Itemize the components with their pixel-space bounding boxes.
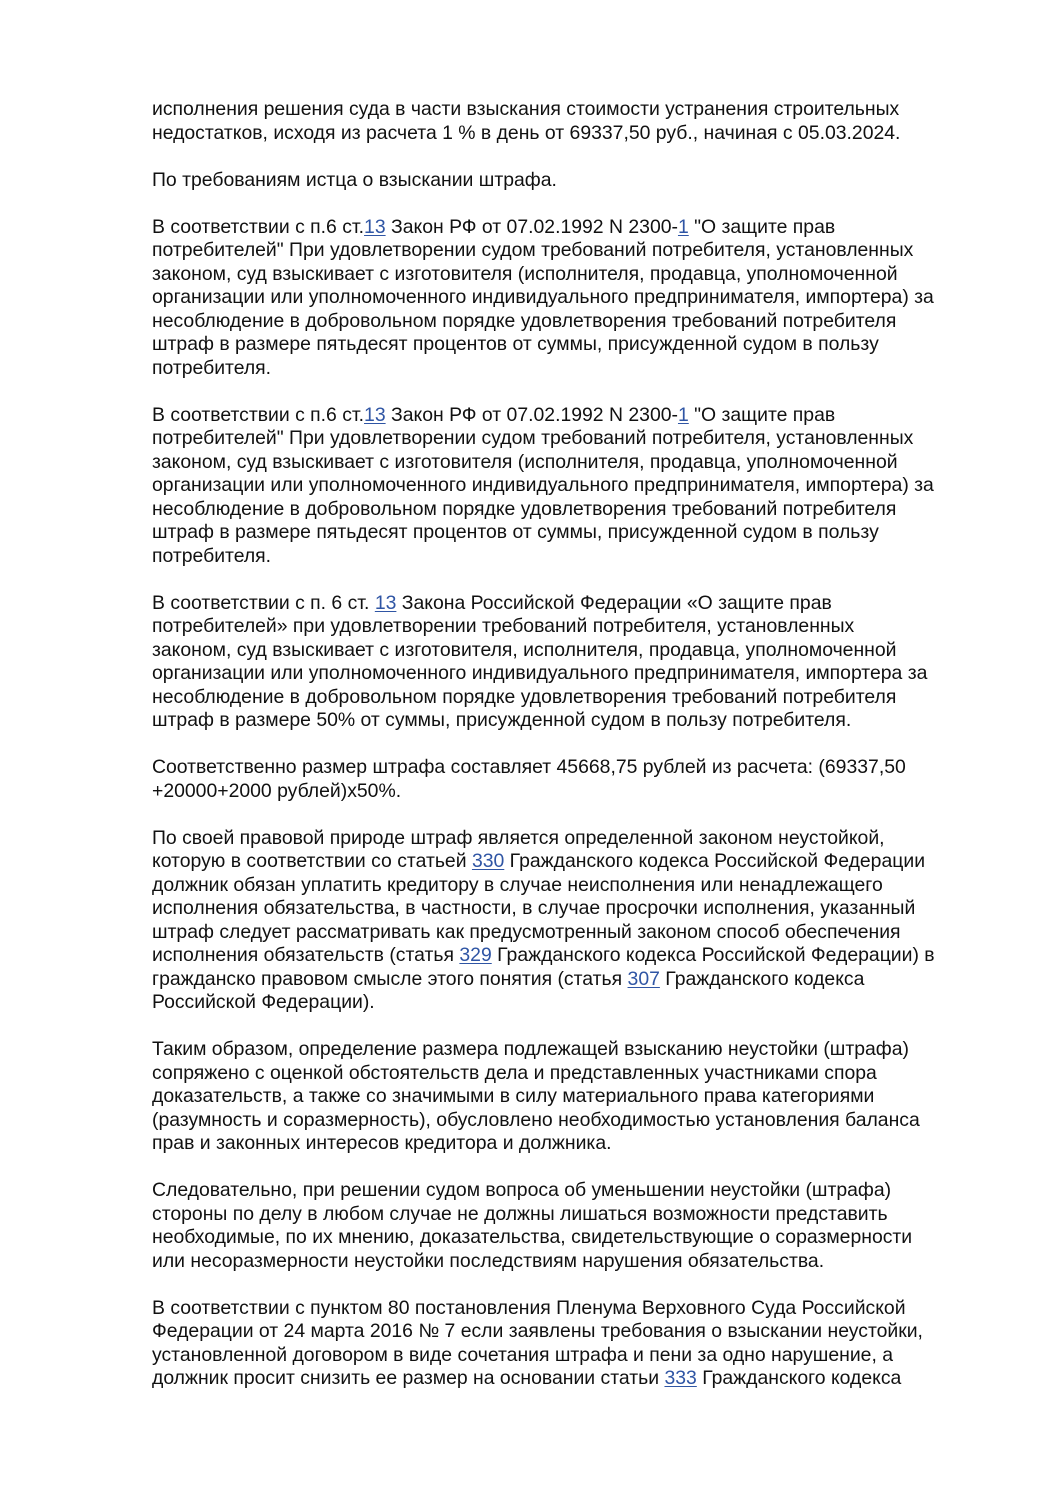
text-segment: Гражданского кодекса Российской Федерации) в	[491, 944, 935, 966]
text-segment: законом, суд взыскивает с изготовителя (исполнителя, продавца, уполномоченной	[152, 262, 898, 285]
article-link[interactable]: 329	[459, 944, 492, 966]
article-link[interactable]: 1	[677, 403, 689, 426]
text-line	[152, 216, 1002, 240]
text-segment: Гражданского кодекса	[659, 967, 865, 990]
text-line	[152, 286, 1002, 310]
text-line	[152, 1297, 1002, 1321]
text-line	[152, 474, 1002, 498]
text-line	[152, 850, 1002, 874]
text-segment: Закон РФ от 07.02.1992 N 2300-	[385, 403, 678, 426]
article-link[interactable]: 13	[364, 403, 386, 426]
text-line	[152, 1226, 1002, 1250]
text-line	[152, 498, 1002, 522]
text-segment: прав и законных интересов кредитора и должника.	[152, 1132, 612, 1154]
text-segment: законом, суд взыскивает с изготовителя (исполнителя, продавца, уполномоченной	[152, 450, 898, 473]
document-paragraph	[152, 592, 1002, 733]
text-segment: Российской Федерации).	[152, 991, 375, 1013]
text-line	[152, 1367, 1002, 1391]
text-segment: Закона Российской Федерации «О защите прав	[396, 591, 832, 614]
text-line	[152, 874, 1002, 898]
text-segment: стороны по делу в любом случае не должны лишаться возможности представить	[152, 1202, 888, 1225]
article-link[interactable]: 333	[664, 1367, 697, 1389]
document-paragraph	[152, 756, 1002, 803]
text-segment: Федерации от 24 марта 2016 № 7 если заявлены требования о взыскании неустойки,	[152, 1320, 923, 1342]
text-line	[152, 239, 1002, 263]
text-line	[152, 756, 1002, 780]
text-segment: Гражданского кодекса	[696, 1367, 902, 1389]
text-line	[152, 639, 1002, 663]
text-segment: штраф в размере пятьдесят процентов от суммы, присужденной судом в пользу	[152, 521, 879, 543]
text-line	[152, 263, 1002, 287]
text-line	[152, 333, 1002, 357]
article-link[interactable]: 330	[471, 850, 505, 872]
text-segment: По требованиям истца о взыскании штрафа.	[152, 168, 557, 191]
article-link[interactable]: 13	[374, 591, 397, 614]
text-segment: (разумность и соразмерность), обусловлено необходимостью установления баланса	[152, 1108, 920, 1131]
text-line	[152, 1085, 1002, 1109]
text-segment: доказательств, а также со значимыми в силу материального права категориями	[152, 1085, 875, 1107]
text-segment: штраф в размере пятьдесят процентов от суммы, присужденной судом в пользу	[152, 333, 879, 355]
text-line	[152, 615, 1002, 639]
text-segment: В соответствии с п.6 ст.	[152, 215, 365, 238]
text-segment: организации или уполномоченного индивидуального предпринимателя, импортера за	[152, 662, 928, 684]
document-paragraph	[152, 1297, 1002, 1391]
document-paragraph	[152, 1179, 1002, 1273]
text-segment: штраф следует рассматривать как предусмотренный законом способ обеспечения	[152, 920, 901, 943]
text-line	[152, 662, 1002, 686]
text-segment: которую в соответствии со статьей	[152, 850, 472, 872]
text-line	[152, 944, 1002, 968]
text-line	[152, 1320, 1002, 1344]
text-line	[152, 427, 1002, 451]
text-segment: потребителей» при удовлетворении требований потребителя, установленных	[152, 615, 855, 637]
document-paragraph	[152, 827, 1002, 1015]
text-segment: исполнения решения суда в части взыскания стоимости устранения строительных	[152, 98, 900, 120]
text-segment: "О защите прав	[688, 215, 836, 238]
text-segment: сопряжено с оценкой обстоятельств дела и представленных участниками спора	[152, 1061, 877, 1084]
text-segment: потребителя.	[152, 544, 272, 567]
article-link[interactable]: 307	[627, 967, 660, 990]
text-line	[152, 1344, 1002, 1368]
text-segment: несоблюдение в добровольном порядке удовлетворения требований потребителя	[152, 685, 897, 708]
text-line	[152, 451, 1002, 475]
text-segment: исполнения обязательства, в частности, в случае просрочки исполнения, указанный	[152, 897, 916, 919]
text-line	[152, 357, 1002, 381]
text-segment: Таким образом, определение размера подлежащей взысканию неустойки (штрафа)	[152, 1038, 909, 1060]
text-line	[152, 122, 1002, 146]
text-line	[152, 404, 1002, 428]
text-line	[152, 1132, 1002, 1156]
text-segment: Гражданского кодекса Российской Федерации	[504, 850, 926, 872]
text-segment: организации или уполномоченного индивидуального предпринимателя, импортера) за	[152, 286, 934, 308]
article-link[interactable]: 13	[364, 215, 386, 238]
text-line	[152, 521, 1002, 545]
text-line	[152, 780, 1002, 804]
text-segment: или несоразмерности неустойки последствиям нарушения обязательства.	[152, 1249, 825, 1272]
text-segment: несоблюдение в добровольном порядке удовлетворения требований потребителя	[152, 497, 897, 520]
text-segment: установленной договором в виде сочетания штрафа и пени за одно нарушение, а	[152, 1343, 894, 1366]
document-paragraph	[152, 404, 1002, 569]
text-segment: необходимые, по их мнению, доказательства, свидетельствующие о соразмерности	[152, 1226, 913, 1248]
text-line	[152, 1250, 1002, 1274]
text-segment: гражданско правовом смысле этого понятия (статья	[152, 967, 628, 990]
text-segment: потребителей" При удовлетворении судом требований потребителя, установленных	[152, 427, 914, 449]
text-line	[152, 991, 1002, 1015]
text-line	[152, 968, 1002, 992]
text-segment: законом, суд взыскивает с изготовителя, исполнителя, продавца, уполномоченной	[152, 638, 897, 661]
text-line	[152, 1109, 1002, 1133]
text-line	[152, 1179, 1002, 1203]
text-line	[152, 592, 1002, 616]
text-line	[152, 310, 1002, 334]
text-line	[152, 1062, 1002, 1086]
document-paragraph	[152, 169, 1002, 193]
text-segment: +20000+2000 рублей)х50%.	[152, 779, 402, 802]
text-line	[152, 709, 1002, 733]
text-segment: В соответствии с п.6 ст.	[152, 403, 365, 426]
text-segment: должник обязан уплатить кредитору в случае неисполнения или ненадлежащего	[152, 873, 883, 896]
text-segment: В соответствии с п. 6 ст.	[152, 591, 375, 614]
text-segment: несоблюдение в добровольном порядке удовлетворения требований потребителя	[152, 309, 897, 332]
text-segment: исполнения обязательств (статья	[152, 944, 460, 966]
text-segment: организации или уполномоченного индивидуального предпринимателя, импортера) за	[152, 474, 934, 496]
text-line	[152, 98, 1002, 122]
text-segment: Соответственно размер штрафа составляет 45668,75 рублей из расчета: (69337,50	[152, 756, 906, 778]
text-segment: Закон РФ от 07.02.1992 N 2300-	[385, 215, 678, 238]
text-segment: "О защите прав	[688, 403, 836, 426]
document-page	[152, 98, 1002, 1414]
text-line	[152, 169, 1002, 193]
document-paragraph	[152, 1038, 1002, 1156]
text-line	[152, 921, 1002, 945]
text-segment: потребителей" При удовлетворении судом требований потребителя, установленных	[152, 239, 914, 261]
text-segment: В соответствии с пунктом 80 постановления Пленума Верховного Суда Российской	[152, 1296, 906, 1319]
text-line	[152, 686, 1002, 710]
text-line	[152, 1038, 1002, 1062]
text-line	[152, 827, 1002, 851]
article-link[interactable]: 1	[677, 215, 689, 238]
text-segment: недостатков, исходя из расчета 1 % в день от 69337,50 руб., начиная с 05.03.2024.	[152, 121, 901, 144]
document-paragraph	[152, 98, 1002, 145]
text-line	[152, 545, 1002, 569]
text-segment: должник просит снизить ее размер на основании статьи	[152, 1367, 665, 1389]
text-segment: По своей правовой природе штраф является определенной законом неустойкой,	[152, 826, 885, 849]
text-segment: потребителя.	[152, 356, 272, 379]
text-segment: штраф в размере 50% от суммы, присужденной судом в пользу потребителя.	[152, 709, 852, 731]
document-paragraph	[152, 216, 1002, 381]
text-line	[152, 897, 1002, 921]
text-segment: Следовательно, при решении судом вопроса об уменьшении неустойки (штрафа)	[152, 1179, 892, 1201]
text-line	[152, 1203, 1002, 1227]
